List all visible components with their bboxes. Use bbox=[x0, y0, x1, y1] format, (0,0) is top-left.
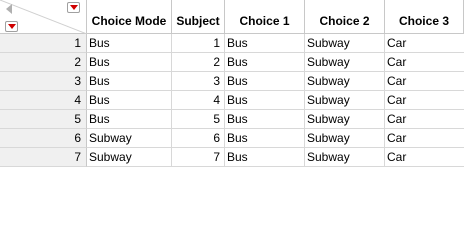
cell-choice-3[interactable]: Car bbox=[385, 110, 464, 129]
table-corner bbox=[0, 0, 87, 34]
row-header[interactable]: 5 bbox=[0, 110, 87, 129]
cell-choice-3[interactable]: Car bbox=[385, 53, 464, 72]
column-menu-dropdown-icon[interactable] bbox=[67, 2, 80, 13]
triangle-left-icon[interactable] bbox=[6, 4, 12, 14]
cell-choice-1[interactable]: Bus bbox=[225, 148, 305, 167]
column-header-choice-mode[interactable]: Choice Mode bbox=[87, 0, 172, 34]
cell-choice-3[interactable]: Car bbox=[385, 129, 464, 148]
cell-choice-3[interactable]: Car bbox=[385, 148, 464, 167]
cell-choice-1[interactable]: Bus bbox=[225, 110, 305, 129]
cell-subject[interactable]: 2 bbox=[172, 53, 225, 72]
cell-subject[interactable]: 4 bbox=[172, 91, 225, 110]
cell-choice-mode[interactable]: Bus bbox=[87, 34, 172, 53]
row-menu-dropdown-icon[interactable] bbox=[5, 21, 18, 32]
cell-subject[interactable]: 6 bbox=[172, 129, 225, 148]
row-header[interactable]: 3 bbox=[0, 72, 87, 91]
column-header-subject[interactable]: Subject bbox=[172, 0, 225, 34]
cell-choice-mode[interactable]: Subway bbox=[87, 148, 172, 167]
cell-choice-2[interactable]: Subway bbox=[305, 53, 385, 72]
row-header[interactable]: 1 bbox=[0, 34, 87, 53]
cell-choice-2[interactable]: Subway bbox=[305, 91, 385, 110]
column-header-choice-3[interactable]: Choice 3 bbox=[385, 0, 464, 34]
cell-choice-mode[interactable]: Bus bbox=[87, 91, 172, 110]
cell-subject[interactable]: 7 bbox=[172, 148, 225, 167]
row-header[interactable]: 6 bbox=[0, 129, 87, 148]
cell-choice-1[interactable]: Bus bbox=[225, 129, 305, 148]
cell-choice-2[interactable]: Subway bbox=[305, 34, 385, 53]
cell-choice-3[interactable]: Car bbox=[385, 72, 464, 91]
cell-subject[interactable]: 5 bbox=[172, 110, 225, 129]
cell-subject[interactable]: 3 bbox=[172, 72, 225, 91]
cell-choice-1[interactable]: Bus bbox=[225, 53, 305, 72]
row-header[interactable]: 7 bbox=[0, 148, 87, 167]
cell-choice-2[interactable]: Subway bbox=[305, 72, 385, 91]
cell-choice-1[interactable]: Bus bbox=[225, 72, 305, 91]
column-header-choice-1[interactable]: Choice 1 bbox=[225, 0, 305, 34]
cell-choice-3[interactable]: Car bbox=[385, 34, 464, 53]
cell-subject[interactable]: 1 bbox=[172, 34, 225, 53]
cell-choice-1[interactable]: Bus bbox=[225, 91, 305, 110]
cell-choice-mode[interactable]: Bus bbox=[87, 53, 172, 72]
cell-choice-2[interactable]: Subway bbox=[305, 129, 385, 148]
cell-choice-mode[interactable]: Subway bbox=[87, 129, 172, 148]
cell-choice-1[interactable]: Bus bbox=[225, 34, 305, 53]
cell-choice-2[interactable]: Subway bbox=[305, 148, 385, 167]
cell-choice-3[interactable]: Car bbox=[385, 91, 464, 110]
column-header-choice-2[interactable]: Choice 2 bbox=[305, 0, 385, 34]
cell-choice-mode[interactable]: Bus bbox=[87, 110, 172, 129]
cell-choice-mode[interactable]: Bus bbox=[87, 72, 172, 91]
row-header[interactable]: 4 bbox=[0, 91, 87, 110]
cell-choice-2[interactable]: Subway bbox=[305, 110, 385, 129]
row-header[interactable]: 2 bbox=[0, 53, 87, 72]
